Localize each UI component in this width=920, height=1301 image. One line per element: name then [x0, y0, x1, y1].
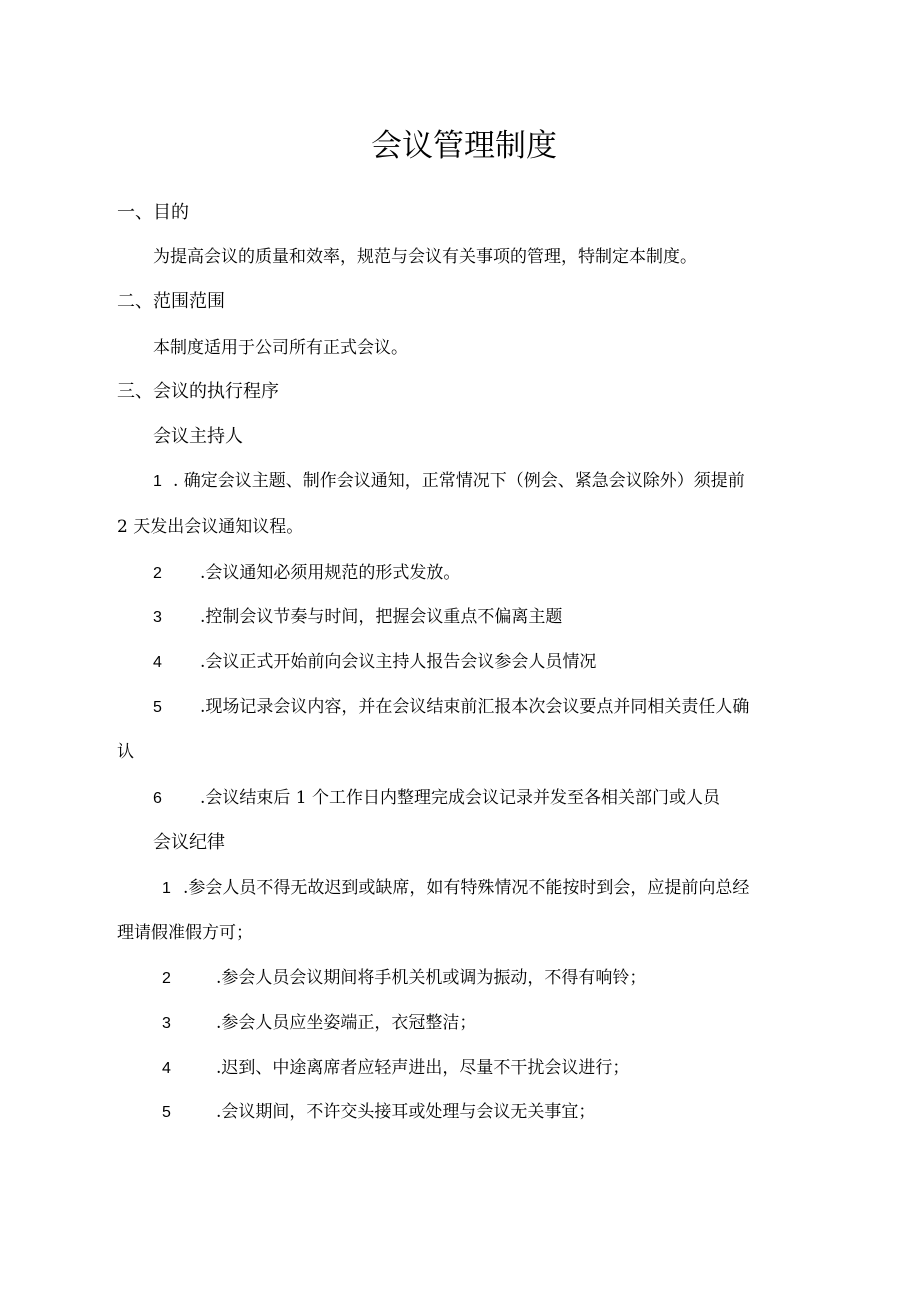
discipline-item-text: .迟到、中途离席者应轻声进出，尽量不干扰会议进行；: [216, 1058, 630, 1078]
discipline-item-text: .参会人员应坐姿端正，衣冠整洁；: [216, 1013, 477, 1033]
discipline-item-4: [162, 1056, 629, 1081]
discipline-item-1-continued: 理请假准假方可；: [117, 923, 253, 943]
section-body-purpose: 为提高会议的质量和效率，规范与会议有关事项的管理，特制定本制度。: [153, 247, 697, 267]
host-item-text: . 确定会议主题、制作会议通知，正常情况下（例会、紧急会议除外）须提前: [173, 471, 745, 491]
section-body-scope: 本制度适用于公司所有正式会议。: [153, 338, 408, 358]
discipline-item-text: .会议期间，不许交头接耳或处理与会议无关事宜；: [216, 1102, 596, 1122]
host-item-number: 2: [153, 565, 162, 582]
host-item-2: [153, 561, 460, 586]
discipline-item-2: [162, 966, 646, 991]
discipline-item-3: [162, 1011, 476, 1036]
discipline-item-5: [162, 1100, 595, 1125]
subheading-discipline: 会议纪律: [153, 832, 225, 853]
discipline-item-1: [162, 876, 749, 901]
host-item-number: 6: [153, 790, 162, 807]
host-item-5: [153, 695, 749, 720]
host-item-number: 4: [153, 654, 162, 671]
host-item-1-continued: 2 天发出会议通知议程。: [117, 517, 304, 537]
section-heading-purpose: 一、目的: [117, 202, 189, 223]
document-title: 会议管理制度: [371, 128, 557, 164]
host-item-5-continued: 认: [117, 742, 134, 762]
host-item-number: 3: [153, 609, 162, 626]
host-item-4: [153, 650, 596, 675]
host-item-3: [153, 605, 562, 630]
discipline-item-number: 2: [162, 970, 171, 987]
host-item-text: .会议正式开始前向会议主持人报告会议参会人员情况: [200, 652, 597, 672]
host-item-text: .会议通知必须用规范的形式发放。: [200, 563, 461, 583]
host-item-number: 1: [153, 473, 162, 490]
host-item-number: 5: [153, 699, 162, 716]
discipline-item-number: 3: [162, 1015, 171, 1032]
discipline-item-text: .参会人员不得无故迟到或缺席，如有特殊情况不能按时到会，应提前向总经: [183, 878, 750, 898]
subheading-host: 会议主持人: [153, 426, 243, 447]
discipline-item-text: .参会人员会议期间将手机关机或调为振动，不得有响铃；: [216, 968, 647, 988]
host-item-6: [153, 786, 720, 811]
discipline-item-number: 5: [162, 1104, 171, 1121]
host-item-text: .现场记录会议内容，并在会议结束前汇报本次会议要点并同相关责任人确: [200, 697, 750, 717]
discipline-item-number: 4: [162, 1060, 171, 1077]
section-heading-procedure: 三、会议的执行程序: [117, 381, 279, 402]
host-item-1: [153, 469, 745, 494]
discipline-item-number: 1: [162, 880, 171, 897]
host-item-text: .控制会议节奏与时间，把握会议重点不偏离主题: [200, 607, 563, 627]
section-heading-scope: 二、范围范围: [117, 291, 225, 312]
host-item-text: .会议结束后 1 个工作日内整理完成会议记录并发至各相关部门或人员: [200, 788, 721, 808]
